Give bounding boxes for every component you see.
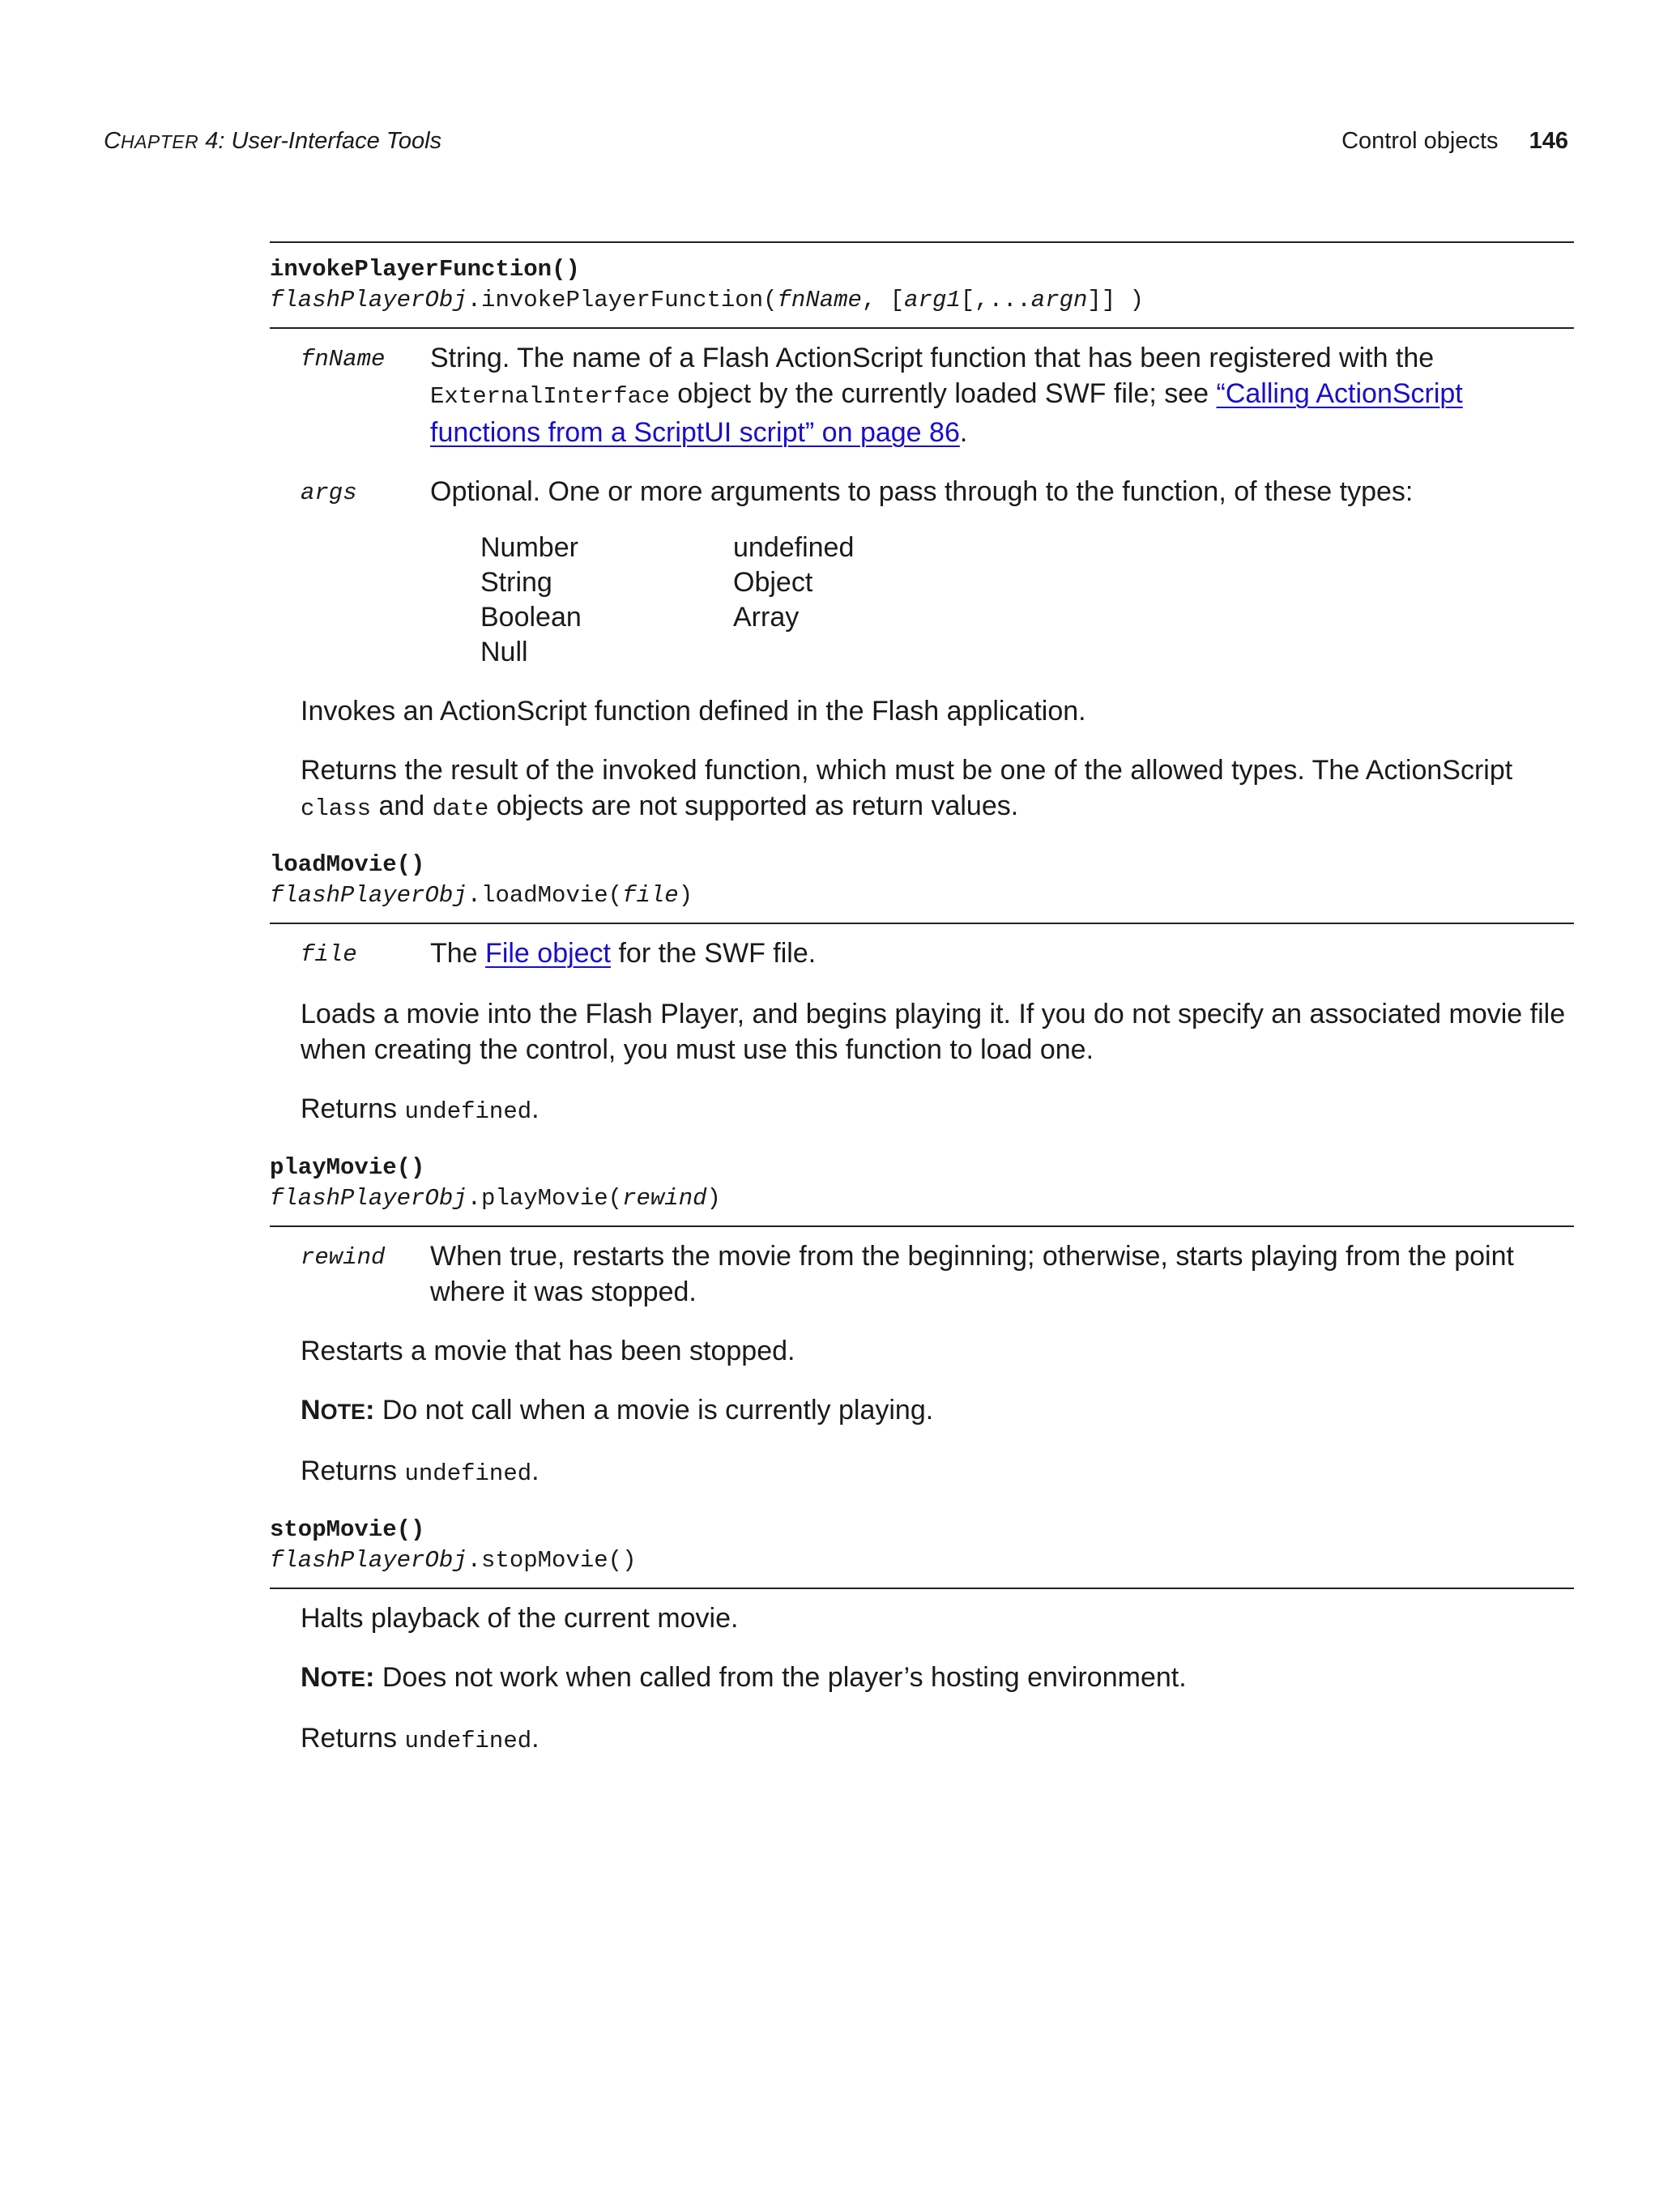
returns-text: Returns — [301, 1455, 405, 1486]
method-stop-movie — [270, 1503, 1574, 1771]
returns-text: . — [531, 1455, 539, 1486]
file-object-link[interactable]: File object — [485, 938, 612, 969]
sig-punct: [,... — [960, 287, 1031, 313]
method-signature — [270, 838, 1574, 924]
param-description — [430, 340, 1574, 450]
param-text: . — [959, 417, 968, 448]
method-signature-line — [270, 1183, 1574, 1214]
returns-text: objects are not supported as return values. — [488, 791, 1019, 821]
sig-object: flashPlayerObj — [270, 287, 467, 313]
method-invoke-player-function — [270, 241, 1574, 838]
note-label-cap: N — [301, 1662, 321, 1693]
method-name: playMovie() — [270, 1154, 425, 1181]
inline-code: undefined — [404, 1728, 532, 1754]
inline-code: date — [432, 795, 489, 822]
type-item: Null — [480, 637, 528, 667]
sig-arg: fnName — [777, 287, 862, 313]
inline-code: undefined — [404, 1098, 532, 1125]
note-label — [301, 1395, 374, 1426]
method-signature — [270, 241, 1574, 329]
inline-code: class — [301, 795, 372, 822]
method-signature — [270, 1141, 1574, 1227]
method-signature-line — [270, 285, 1574, 316]
note — [301, 1660, 1574, 1697]
param-row-rewind — [301, 1238, 1574, 1310]
type-item: String — [480, 567, 552, 598]
param-row-args — [301, 474, 1574, 670]
page-header — [104, 128, 1568, 160]
content — [270, 241, 1574, 1771]
method-returns — [301, 752, 1574, 827]
sig-call: .invokePlayerFunction( — [467, 287, 778, 313]
method-signature — [270, 1503, 1574, 1589]
method-load-movie — [270, 838, 1574, 1141]
note-label — [301, 1662, 374, 1693]
param-text: for the SWF file. — [611, 938, 817, 969]
sig-punct: ) — [678, 882, 693, 909]
sig-object: flashPlayerObj — [270, 1547, 467, 1574]
param-name: rewind — [301, 1244, 386, 1271]
param-name: file — [301, 941, 357, 968]
section-title: Control objects — [1341, 128, 1499, 154]
method-returns — [301, 1453, 1574, 1492]
sig-arg: rewind — [622, 1185, 707, 1212]
chapter-title-cap: C — [104, 128, 121, 154]
type-item: Number — [480, 532, 578, 563]
returns-text: . — [531, 1723, 539, 1754]
sig-arg: file — [622, 882, 679, 909]
note-label-cap: N — [301, 1395, 321, 1426]
types-table — [480, 531, 1574, 670]
cross-reference-link[interactable]: “Calling ActionScript functions from a ScriptUI script” on page 86 — [430, 378, 1463, 448]
chapter-title-rest: 4: User-Interface Tools — [198, 128, 442, 154]
method-returns — [301, 1720, 1574, 1759]
chapter-title-small: HAPTER — [120, 131, 199, 152]
param-description — [430, 936, 1574, 973]
method-returns — [301, 1091, 1574, 1130]
note-label-small: OTE — [320, 1667, 366, 1691]
type-item: Array — [733, 602, 800, 633]
sig-punct: , [ — [861, 287, 905, 313]
sig-call: .playMovie( — [467, 1185, 623, 1212]
returns-text: Returns the result of the invoked function, which must be one of the allowed types. The ActionScript — [301, 755, 1513, 786]
param-text: object by the currently loaded SWF file; see — [669, 378, 1217, 409]
returns-text: . — [531, 1093, 539, 1124]
sig-object: flashPlayerObj — [270, 1185, 467, 1212]
note-label-colon: : — [365, 1662, 375, 1693]
sig-arg: argn — [1030, 287, 1088, 313]
method-play-movie — [270, 1141, 1574, 1503]
inline-code: undefined — [404, 1460, 532, 1487]
method-signature-line — [270, 1545, 1574, 1576]
method-description: Loads a movie into the Flash Player, and begins playing it. If you do not specify an associated movie file when creating the control, you must use this function to load one. — [301, 999, 1566, 1065]
returns-text: Returns — [301, 1093, 405, 1124]
param-description: When true, restarts the movie from the beginning; otherwise, starts playing from the point where it was stopped. — [430, 1241, 1514, 1307]
returns-text: Returns — [301, 1723, 405, 1754]
note-text: Do not call when a movie is currently playing. — [374, 1395, 934, 1426]
header-right — [1341, 128, 1568, 155]
param-text: The — [430, 938, 486, 969]
sig-call: .loadMovie( — [467, 882, 623, 909]
sig-punct: ]] ) — [1087, 287, 1145, 313]
type-item: Boolean — [480, 602, 582, 633]
param-text: String. The name of a Flash ActionScript function that has been registered with the — [430, 343, 1435, 373]
method-body — [270, 924, 1574, 1141]
param-text: Optional. One or more arguments to pass through to the function, of these types: — [430, 476, 1414, 507]
param-name: fnName — [301, 346, 386, 373]
returns-text: and — [371, 791, 433, 821]
inline-code: ExternalInterface — [430, 383, 670, 410]
note-text: Does not work when called from the player’s hosting environment. — [374, 1662, 1187, 1693]
page-number: 146 — [1529, 128, 1568, 154]
method-body — [270, 1589, 1574, 1771]
param-row-file — [301, 936, 1574, 973]
type-item: undefined — [733, 532, 855, 563]
note-label-small: OTE — [320, 1400, 366, 1424]
method-name: loadMovie() — [270, 851, 425, 878]
note — [301, 1392, 1574, 1430]
sig-arg: arg1 — [904, 287, 961, 313]
chapter-title — [104, 128, 441, 155]
method-name: stopMovie() — [270, 1516, 425, 1543]
sig-punct: ) — [706, 1185, 721, 1212]
method-description: Invokes an ActionScript function defined in the Flash application. — [301, 696, 1086, 727]
method-signature-line — [270, 880, 1574, 911]
method-description: Halts playback of the current movie. — [301, 1603, 739, 1634]
method-description: Restarts a movie that has been stopped. — [301, 1336, 795, 1366]
method-body — [270, 329, 1574, 838]
param-row-fnname — [301, 340, 1574, 450]
sig-call: .stopMovie() — [467, 1547, 637, 1574]
param-name: args — [301, 479, 357, 506]
type-item: Object — [733, 567, 813, 598]
method-name: invokePlayerFunction() — [270, 256, 580, 283]
param-description — [430, 474, 1574, 670]
note-label-colon: : — [365, 1395, 375, 1426]
sig-object: flashPlayerObj — [270, 882, 467, 909]
method-body — [270, 1227, 1574, 1503]
